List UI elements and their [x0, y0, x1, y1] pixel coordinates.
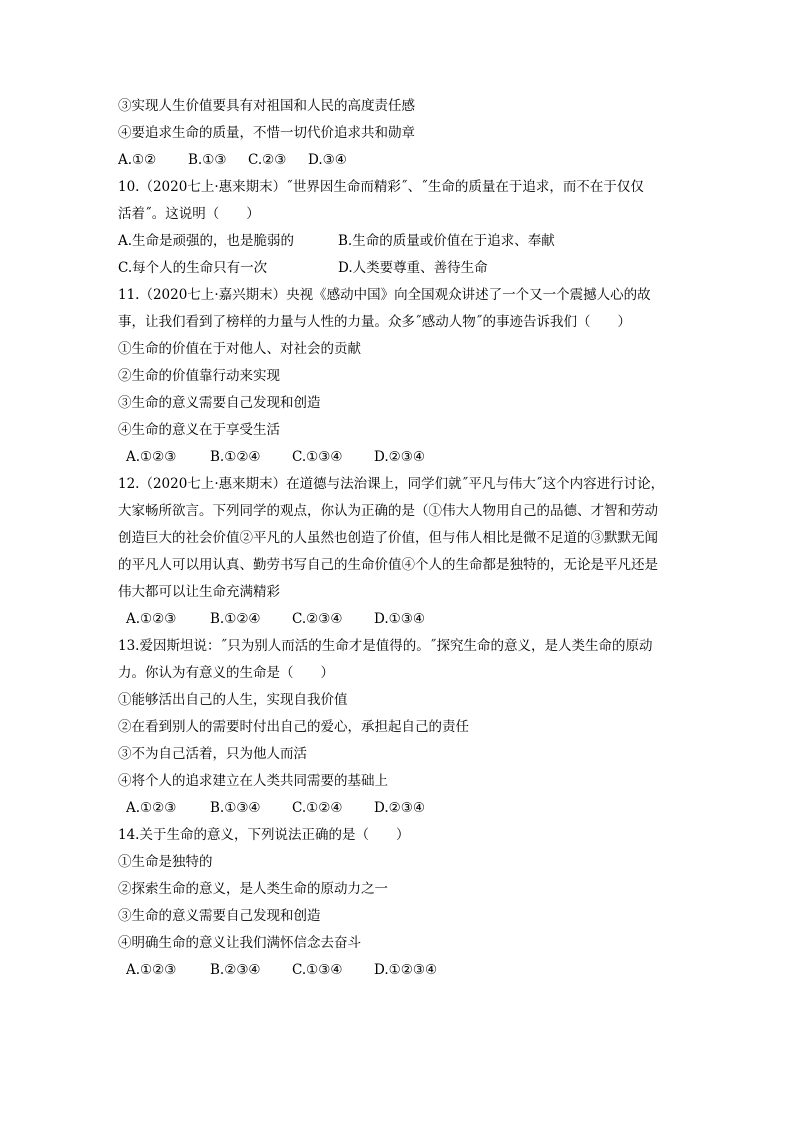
q11-item-3: ③生命的意义需要自己发现和创造 — [118, 395, 321, 411]
q10-stem-line-2: 活着˝。这说明（ ） — [118, 206, 260, 222]
q9-option-c: C.②③ — [248, 152, 287, 168]
q13-option-d: D.②③④ — [374, 800, 425, 816]
q11-stem-line-1: 11.（2020七上·嘉兴期末）央视《感动中国》向全国观众讲述了一个又一个震撼人心的故 — [118, 287, 651, 303]
q12-stem-line-5: 伟大都可以让生命充满精彩 — [118, 584, 280, 600]
q14-options — [118, 957, 678, 984]
q14-stem-line-1: 14.关于生命的意义，下列说法正确的是（ ） — [118, 827, 410, 843]
q12-option-a: A.①②③ — [126, 611, 177, 627]
q13-stem-line-2: 力。你认为有意义的生命是（ ） — [118, 665, 334, 681]
q10-options-row-2 — [118, 255, 678, 282]
q14-item-3: ③生命的意义需要自己发现和创造 — [118, 908, 321, 924]
q9-option-b: B.①③ — [188, 152, 227, 168]
q13-options — [118, 795, 678, 822]
page-content — [118, 93, 678, 984]
q11-stem-line-2: 事，让我们看到了榜样的力量与人性的力量。众多˝感动人物˝的事迹告诉我们（ ） — [118, 314, 631, 330]
q9-item-4: ④要追求生命的质量，不惜一切代价追求共和勋章 — [118, 125, 415, 141]
q11-option-c: C.①③④ — [292, 449, 343, 465]
q12-option-c: C.②③④ — [292, 611, 343, 627]
q13-item-3: ③不为自己活着，只为他人而活 — [118, 746, 307, 762]
q9-item-3: ③实现人生价值要具有对祖国和人民的高度责任感 — [118, 98, 415, 114]
q9-option-a: A.①② — [118, 152, 157, 168]
q13-item-4: ④将个人的追求建立在人类共同需要的基础上 — [118, 773, 388, 789]
q11-item-1: ①生命的价值在于对他人、对社会的贡献 — [118, 341, 361, 357]
q12-options — [118, 606, 678, 633]
q12-stem-line-2: 大家畅所欲言。下列同学的观点，你认为正确的是（①伟大人物用自己的品德、才智和劳动 — [118, 503, 658, 519]
q11-item-4: ④生命的意义在于享受生活 — [118, 422, 280, 438]
q14-item-4: ④明确生命的意义让我们满怀信念去奋斗 — [118, 935, 361, 951]
q14-item-1: ①生命是独特的 — [118, 854, 213, 870]
q10-option-a: A.生命是顽强的，也是脆弱的 — [118, 233, 295, 249]
q11-option-b: B.①②④ — [210, 449, 261, 465]
q10-option-c: C.每个人的生命只有一次 — [118, 260, 268, 276]
q12-option-b: B.①②④ — [210, 611, 261, 627]
q10-stem-line-1: 10.（2020七上·惠来期末）˝世界因生命而精彩˝、˝生命的质量在于追求，而不在于仅仅 — [118, 179, 644, 195]
q13-stem-line-1: 13.爱因斯坦说：˝只为别人而活的生命才是值得的。˝探究生命的意义，是人类生命的原动 — [118, 638, 653, 654]
q14-option-b: B.②③④ — [210, 962, 261, 978]
q14-option-c: C.①③④ — [292, 962, 343, 978]
q10-option-b: B.生命的质量或价值在于追求、奉献 — [338, 233, 555, 249]
q10-options-row-1 — [118, 228, 678, 255]
q11-option-a: A.①②③ — [126, 449, 177, 465]
q12-option-d: D.①③④ — [374, 611, 425, 627]
q13-item-2: ②在看到别人的需要时付出自己的爱心，承担起自己的责任 — [118, 719, 469, 735]
q9-option-d: D.③④ — [308, 152, 347, 168]
q13-option-c: C.①②④ — [292, 800, 343, 816]
q11-options — [118, 444, 678, 471]
q13-item-1: ①能够活出自己的人生，实现自我价值 — [118, 692, 348, 708]
q13-option-b: B.①③④ — [210, 800, 261, 816]
q13-option-a: A.①②③ — [126, 800, 177, 816]
q11-option-d: D.②③④ — [374, 449, 425, 465]
q12-stem-line-1: 12.（2020七上·惠来期末）在道德与法治课上，同学们就˝平凡与伟大˝这个内容进行讨论， — [118, 476, 665, 492]
q11-item-2: ②生命的价值靠行动来实现 — [118, 368, 280, 384]
q10-option-d: D.人类要尊重、善待生命 — [338, 260, 488, 276]
q9-options — [118, 147, 678, 174]
q14-option-a: A.①②③ — [126, 962, 177, 978]
q14-option-d: D.①②③④ — [374, 962, 438, 978]
q12-stem-line-3: 创造巨大的社会价值②平凡的人虽然也创造了价值，但与伟人相比是微不足道的③默默无闻 — [118, 530, 658, 546]
q14-item-2: ②探索生命的意义，是人类生命的原动力之一 — [118, 881, 388, 897]
q12-stem-line-4: 的平凡人可以用认真、勤劳书写自己的生命价值④个人的生命都是独特的，无论是平凡还是 — [118, 557, 658, 573]
